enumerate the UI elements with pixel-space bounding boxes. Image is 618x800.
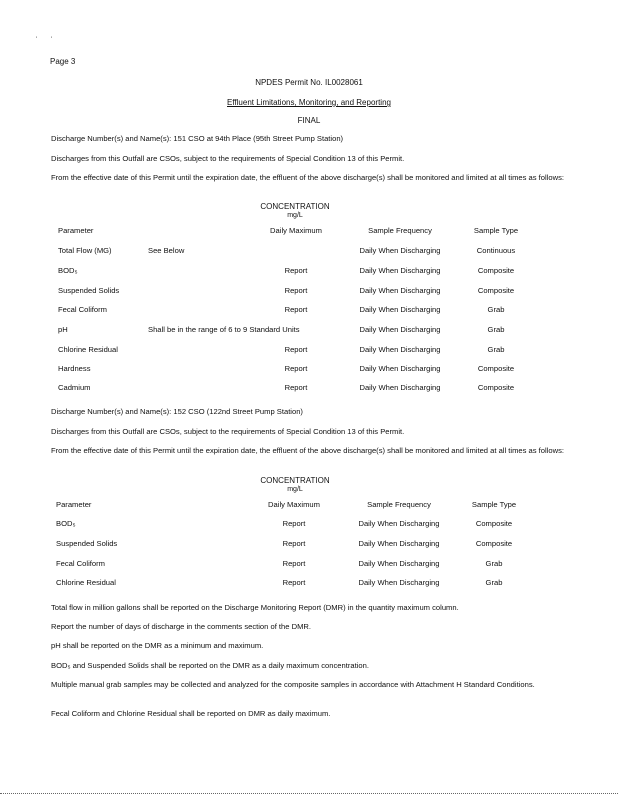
cell-frequency: Daily When Discharging [359, 246, 441, 255]
table-row [0, 578, 618, 590]
table-row [0, 286, 618, 298]
cell-parameter: Total Flow (MG) [58, 246, 112, 255]
note-bod-ss: BOD₅ and Suspended Solids shall be reported on the DMR as a daily maximum concentration. [51, 661, 369, 670]
cell-daily-maximum: Report [284, 266, 308, 275]
cell-frequency: Daily When Discharging [358, 559, 440, 568]
cell-frequency: Daily When Discharging [359, 286, 441, 295]
table-header-1 [0, 226, 618, 238]
table-row [0, 539, 618, 551]
concentration-header-1 [0, 202, 590, 220]
note-fecal-chlorine: Fecal Coliform and Chlorine Residual shall be reported on DMR as daily maximum. [51, 709, 331, 718]
cell-type: Composite [477, 383, 515, 392]
cell-type: Composite [475, 539, 513, 548]
cell-type: Grab [485, 578, 503, 587]
cell-frequency: Daily When Discharging [359, 383, 441, 392]
effective-note-2: From the effective date of this Permit until the expiration date, the effluent of the above discharge(s) shall be monitored and limited at all times as follows: [51, 446, 564, 455]
cell-frequency: Daily When Discharging [359, 345, 441, 354]
cell-parameter: pH [58, 325, 68, 334]
cell-parameter: Chlorine Residual [56, 578, 116, 587]
column-header-parameter: Parameter [56, 500, 92, 509]
concentration-title: CONCENTRATION [260, 202, 330, 211]
note-days-discharge: Report the number of days of discharge in the comments section of the DMR. [51, 622, 312, 631]
table-row [0, 383, 618, 395]
cell-daily-maximum: Report [284, 286, 308, 295]
cell-parameter: BOD₅ [56, 519, 76, 528]
note-grab-samples: Multiple manual grab samples may be collected and analyzed for the composite samples in accordance with Attachment H Standard Conditions. [51, 680, 535, 689]
concentration-header-2 [0, 476, 590, 494]
cell-daily-maximum: Report [282, 559, 306, 568]
concentration-unit: mg/L [287, 211, 303, 219]
page-number: Page 3 [50, 57, 76, 66]
concentration-title: CONCENTRATION [260, 476, 330, 485]
cell-type: Composite [475, 519, 513, 528]
cell-frequency: Daily When Discharging [358, 539, 440, 548]
note-ph: pH shall be reported on the DMR as a minimum and maximum. [51, 641, 264, 650]
table-row [0, 325, 618, 337]
cell-type: Composite [477, 364, 515, 373]
column-header-daily-maximum: Daily Maximum [268, 500, 320, 509]
cell-daily-maximum: Report [284, 383, 308, 392]
cell-parameter: Cadmium [58, 383, 91, 392]
column-header-type: Sample Type [471, 500, 517, 509]
cell-frequency: Daily When Discharging [358, 519, 440, 528]
column-header-parameter: Parameter [58, 226, 94, 235]
status-label: FINAL [297, 116, 321, 125]
discharge-heading-1: Discharge Number(s) and Name(s): 151 CSO at 94th Place (95th Street Pump Station) [51, 134, 344, 143]
discharge-heading-2: Discharge Number(s) and Name(s): 152 CSO (122nd Street Pump Station) [51, 407, 303, 416]
cell-type: Grab [485, 559, 503, 568]
section-subtitle: Effluent Limitations, Monitoring, and Reporting [227, 98, 391, 107]
column-header-frequency: Sample Frequency [367, 500, 431, 509]
column-header-frequency: Sample Frequency [368, 226, 432, 235]
cell-parameter: Hardness [58, 364, 91, 373]
scan-mark: ' ' [36, 37, 58, 43]
cell-note: See Below [148, 246, 185, 255]
cell-type: Grab [487, 305, 505, 314]
table-header-2 [0, 500, 618, 512]
page-bottom-edge [0, 793, 618, 795]
table-row [0, 305, 618, 317]
cell-frequency: Daily When Discharging [359, 325, 441, 334]
table-row [0, 266, 618, 278]
cell-parameter: BOD₅ [58, 266, 78, 275]
cell-type: Composite [477, 286, 515, 295]
cell-parameter: Chlorine Residual [58, 345, 118, 354]
table-row [0, 345, 618, 357]
concentration-unit: mg/L [287, 485, 303, 493]
column-header-type: Sample Type [473, 226, 519, 235]
cell-type: Grab [487, 325, 505, 334]
cell-type: Continuous [476, 246, 516, 255]
table-row [0, 519, 618, 531]
permit-number: NPDES Permit No. IL0028061 [255, 78, 363, 87]
cell-parameter: Suspended Solids [56, 539, 118, 548]
cso-note-2: Discharges from this Outfall are CSOs, subject to the requirements of Special Condition 13 of this Permit. [51, 427, 405, 436]
cell-daily-maximum: Report [284, 364, 308, 373]
column-header-daily-maximum: Daily Maximum [270, 226, 322, 235]
table-row [0, 246, 618, 258]
cell-daily-maximum: Report [282, 519, 306, 528]
cell-daily-maximum: Report [284, 345, 308, 354]
cell-type: Grab [487, 345, 505, 354]
cell-frequency: Daily When Discharging [359, 364, 441, 373]
cell-parameter: Suspended Solids [58, 286, 120, 295]
cell-daily-maximum: Report [284, 305, 308, 314]
cell-frequency: Daily When Discharging [359, 305, 441, 314]
cell-note: Shall be in the range of 6 to 9 Standard Units [148, 325, 300, 334]
cell-frequency: Daily When Discharging [359, 266, 441, 275]
cell-parameter: Fecal Coliform [58, 305, 107, 314]
effective-note-1: From the effective date of this Permit until the expiration date, the effluent of the above discharge(s) shall be monitored and limited at all times as follows: [51, 173, 564, 182]
cell-frequency: Daily When Discharging [358, 578, 440, 587]
note-total-flow: Total flow in million gallons shall be reported on the Discharge Monitoring Report (DMR) in the quantity maximum column. [51, 603, 459, 612]
cell-daily-maximum: Report [282, 539, 306, 548]
cso-note-1: Discharges from this Outfall are CSOs, subject to the requirements of Special Condition 13 of this Permit. [51, 154, 405, 163]
cell-parameter: Fecal Coliform [56, 559, 105, 568]
cell-type: Composite [477, 266, 515, 275]
table-row [0, 364, 618, 376]
cell-daily-maximum: Report [282, 578, 306, 587]
table-row [0, 559, 618, 571]
